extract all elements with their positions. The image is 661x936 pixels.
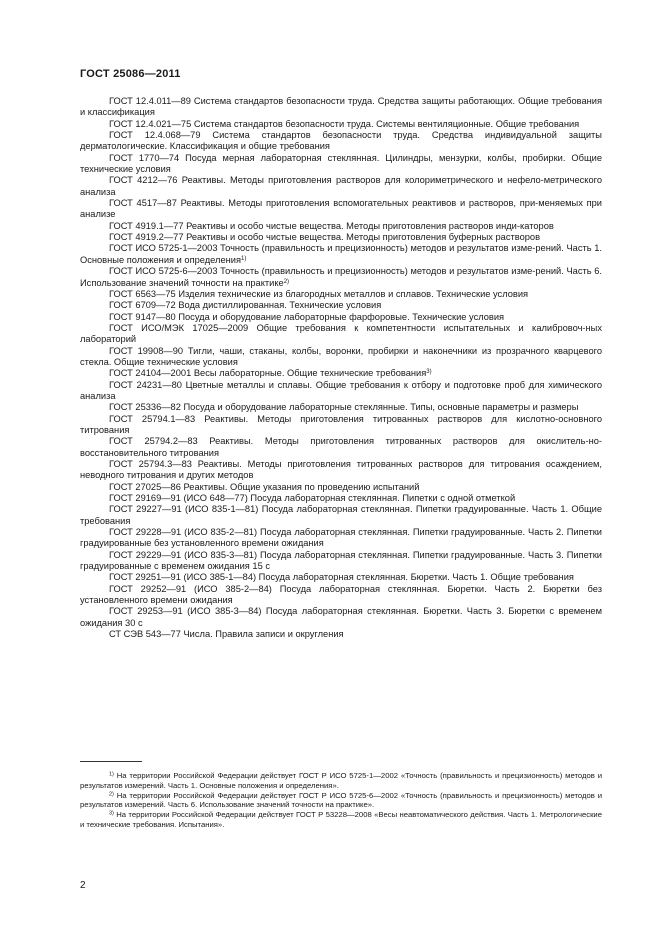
reference-item: ГОСТ 29228—91 (ИСО 835-2—81) Посуда лабораторная стеклянная. Пипетки градуированные. Часть 2. Пипетки градуированные без установленного времени ожидания xyxy=(80,527,602,549)
reference-item: ГОСТ 27025—86 Реактивы. Общие указания по проведению испытаний xyxy=(109,481,420,492)
reference-item: ГОСТ 1770—74 Посуда мерная лабораторная стеклянная. Цилиндры, мензурки, колбы, пробирки. Общие технические условия xyxy=(80,152,602,175)
reference-item: ГОСТ 24104—2001 Весы лабораторные. Общие технические требования$^{3)}$ xyxy=(109,368,432,379)
footnote-marker[interactable]: 1) xyxy=(240,255,247,262)
reference-item: ГОСТ 25794.2—83 Реактивы. Методы приготовления титрованных растворов для окислитель-но-восстановительного титрования xyxy=(80,436,602,458)
reference-item: ГОСТ 25794.3—83 Реактивы. Методы приготовления титрованных растворов для титрования осаждением, неводного титрования и других методов xyxy=(80,459,602,481)
reference-item: ГОСТ 29169—91 (ИСО 648—77) Посуда лабораторная стеклянная. Пипетки с одной отметкой xyxy=(109,493,516,504)
reference-item: ГОСТ 29252—91 (ИСО 385-2—84) Посуда лабораторная стеклянная. Бюретки. Часть 2. Бюретки без установленного времени ожидания xyxy=(80,583,602,606)
footnotes xyxy=(80,771,602,830)
footnote: $^{2)}$ На территории Российской Федерации действует ГОСТ Р ИСО 5725-6—2002 «Точность (правильность и прецизионность) методов и результатов измерений. Часть 6. Использование значений точности на практике». xyxy=(80,790,603,810)
reference-item: ГОСТ 4517—87 Реактивы. Методы приготовления вспомогательных реактивов и растворов, при-меняемых при анализе xyxy=(80,198,602,220)
reference-item: ГОСТ 9147—80 Посуда и оборудование лабораторные фарфоровые. Технические условия xyxy=(109,311,505,322)
reference-item: ГОСТ 4212—76 Реактивы. Методы приготовления растворов для колориметрического и нефело-метрического анализа xyxy=(80,175,602,197)
reference-item: ГОСТ 25794.1—83 Реактивы. Методы приготовления титрованных растворов для кислотно-основного титрования xyxy=(80,413,602,435)
footnote: $^{1)}$ На территории Российской Федерации действует ГОСТ Р ИСО 5725-1—2002 «Точность (правильность и прецизионность) методов и результатов измерений. Часть 1. Основные положения и определения». xyxy=(80,771,603,790)
normative-references-list xyxy=(80,96,602,641)
reference-item: ГОСТ 19908—90 Тигли, чаши, стаканы, колбы, воронки, пробирки и наконечники из прозрачного кварцевого стекла. Общие технические условия xyxy=(80,345,602,367)
reference-item: ГОСТ 12.4.011—89 Система стандартов безопасности труда. Средства защиты работающих. Общие требования и классификация xyxy=(80,96,602,118)
reference-item: ГОСТ ИСО 5725-6—2003 Точность (правильность и прецизионность) методов и результатов изме-рений. Часть 6. Использование значений точности на практике$^{2)}$ xyxy=(80,266,602,288)
reference-item: ГОСТ 6563—75 Изделия технические из благородных металлов и сплавов. Технические условия xyxy=(109,288,529,299)
reference-item: ГОСТ 12.4.068—79 Система стандартов безопасности труда. Средства индивидуальной защиты дерматологические. Классификация и общие требования xyxy=(80,130,602,152)
reference-item: ГОСТ 4919.1—77 Реактивы и особо чистые вещества. Методы приготовления растворов инди-каторов xyxy=(109,220,554,231)
page-number: 2 xyxy=(80,880,86,891)
reference-item: ГОСТ 29251—91 (ИСО 385-1—84) Посуда лабораторная стеклянная. Бюретки. Часть 1. Общие требования xyxy=(109,572,574,583)
footnote-mark: 3) xyxy=(109,810,114,817)
reference-item: ГОСТ ИСО/МЭК 17025—2009 Общие требования к компетентности испытательных и калибровоч-ных лабораторий xyxy=(80,322,602,345)
reference-item: ГОСТ 12.4.021—75 Система стандартов безопасности труда. Системы вентиляционные. Общие требования xyxy=(109,118,580,129)
reference-item: ГОСТ 29227—91 (ИСО 835-1—81) Посуда лабораторная стеклянная. Пипетки градуированные. Часть 1. Общие требования xyxy=(80,504,602,526)
footnote: $^{3)}$ На территории Российской Федерации действует ГОСТ Р 53228—2008 «Весы неавтоматического действия. Часть 1. Метрологические и технические требования. Испытания». xyxy=(80,810,602,829)
reference-item: ГОСТ 25336—82 Посуда и оборудование лабораторные стеклянные. Типы, основные параметры и размеры xyxy=(109,402,579,413)
footnote-mark: 1) xyxy=(109,771,114,778)
reference-item: ГОСТ 29253—91 (ИСО 385-3—84) Посуда лабораторная стеклянная. Бюретки. Часть 3. Бюретки с временем ожидания 30 с xyxy=(80,606,602,628)
footnote-divider xyxy=(80,761,142,762)
document-header: ГОСТ 25086—2011 xyxy=(80,68,181,80)
footnote-marker[interactable]: 2) xyxy=(283,278,290,285)
reference-item: ГОСТ ИСО 5725-1—2003 Точность (правильность и прецизионность) методов и результатов изме-рений. Часть 1. Основные положения и определения$^{1)}$ xyxy=(80,243,602,265)
reference-item: ГОСТ 24231—80 Цветные металлы и сплавы. Общие требования к отбору и подготовке проб для химического анализа xyxy=(80,379,602,401)
reference-item: ГОСТ 29229—91 (ИСО 835-3—81) Посуда лабораторная стеклянная. Пипетки градуированные. Часть 3. Пипетки градуированные с временем ожидания 15 с xyxy=(80,549,602,572)
footnote-mark: 2) xyxy=(109,791,114,798)
reference-item: ГОСТ 6709—72 Вода дистиллированная. Технические условия xyxy=(109,300,382,311)
reference-item: СТ СЭВ 543—77 Числа. Правила записи и округления xyxy=(109,629,344,640)
footnote-marker[interactable]: 3) xyxy=(426,369,432,376)
reference-item: ГОСТ 4919.2—77 Реактивы и особо чистые вещества. Методы приготовления буферных растворов xyxy=(109,232,541,243)
